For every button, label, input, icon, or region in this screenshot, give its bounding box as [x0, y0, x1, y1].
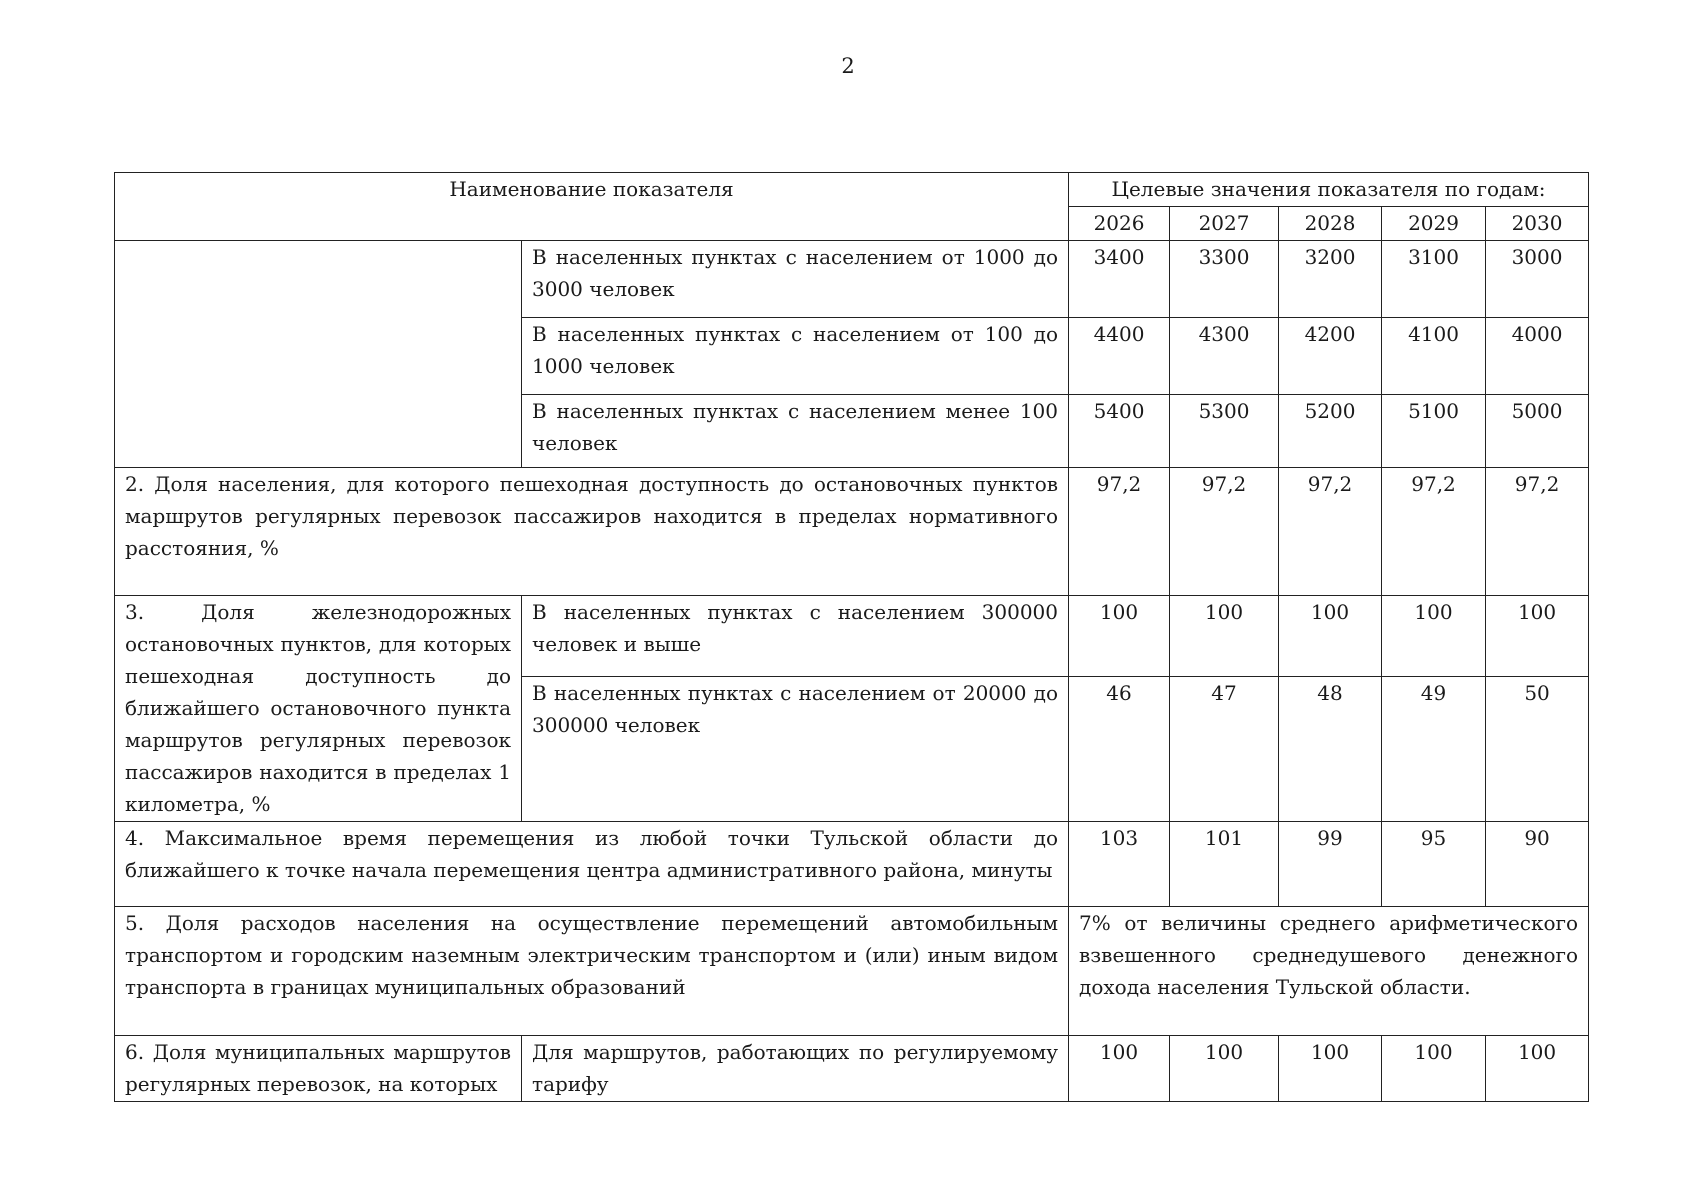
indicator-cell: 3. Доля железнодорожных остановочных пунктов, для которых пешеходная доступность до ближайшего остановочного пункта маршрутов регулярных перевозок пассажиров находится в пределах 1 километра, %: [115, 596, 522, 822]
header-year: 2029: [1382, 207, 1486, 241]
value-cell: 100: [1279, 596, 1382, 677]
table-row: [115, 822, 1589, 907]
value-cell: 103: [1069, 822, 1170, 907]
subcategory-cell: В населенных пунктах с населением от 20000 до 300000 человек: [522, 677, 1069, 822]
value-cell: 49: [1382, 677, 1486, 822]
indicator-cell: 2. Доля населения, для которого пешеходная доступность до остановочных пунктов маршрутов регулярных перевозок пассажиров находится в пределах нормативного расстояния, %: [115, 468, 1069, 596]
indicator-cell: 5. Доля расходов населения на осуществление перемещений автомобильным транспортом и городским наземным электрическим транспортом и (или) иным видом транспорта в границах муниципальных образований: [115, 907, 1069, 1036]
value-cell: 47: [1170, 677, 1279, 822]
value-cell: 97,2: [1279, 468, 1382, 596]
table-row: [115, 596, 1589, 677]
value-cell: 5100: [1382, 395, 1486, 468]
value-cell: 3000: [1486, 241, 1589, 318]
value-cell: 3400: [1069, 241, 1170, 318]
header-year: 2027: [1170, 207, 1279, 241]
value-cell: 4100: [1382, 318, 1486, 395]
value-cell: 4000: [1486, 318, 1589, 395]
value-cell: 5400: [1069, 395, 1170, 468]
value-cell: 100: [1069, 1036, 1170, 1102]
value-cell: 100: [1170, 1036, 1279, 1102]
header-target-values: Целевые значения показателя по годам:: [1069, 173, 1589, 207]
subcategory-cell: В населенных пунктах с населением от 1000 до 3000 человек: [522, 241, 1069, 318]
value-cell: 100: [1382, 596, 1486, 677]
value-cell: 97,2: [1069, 468, 1170, 596]
indicator-cell-empty: [115, 241, 522, 468]
value-cell: 5300: [1170, 395, 1279, 468]
table-row: [115, 1036, 1589, 1102]
subcategory-cell: В населенных пунктах с населением 300000 человек и выше: [522, 596, 1069, 677]
value-cell: 100: [1486, 1036, 1589, 1102]
value-cell: 3100: [1382, 241, 1486, 318]
value-cell: 100: [1486, 596, 1589, 677]
value-cell: 97,2: [1486, 468, 1589, 596]
indicator-cell: 4. Максимальное время перемещения из любой точки Тульской области до ближайшего к точке начала перемещения центра административного района, минуты: [115, 822, 1069, 907]
table-row: [115, 907, 1589, 1036]
header-indicator-name: Наименование показателя: [115, 173, 1069, 241]
table-row: [115, 468, 1589, 596]
value-cell: 5000: [1486, 395, 1589, 468]
header-year: 2028: [1279, 207, 1382, 241]
indicators-table: [114, 172, 1589, 1102]
value-cell: 101: [1170, 822, 1279, 907]
value-cell: 3200: [1279, 241, 1382, 318]
indicator-cell: 6. Доля муниципальных маршрутов регулярных перевозок, на которых: [115, 1036, 522, 1102]
value-cell: 46: [1069, 677, 1170, 822]
value-cell: 4200: [1279, 318, 1382, 395]
header-row: [115, 173, 1589, 207]
value-cell: 4400: [1069, 318, 1170, 395]
value-cell: 100: [1382, 1036, 1486, 1102]
value-cell: 3300: [1170, 241, 1279, 318]
target-note-cell: 7% от величины среднего арифметического взвешенного среднедушевого денежного дохода населения Тульской области.: [1069, 907, 1589, 1036]
header-year: 2026: [1069, 207, 1170, 241]
table-row: [115, 241, 1589, 318]
value-cell: 5200: [1279, 395, 1382, 468]
page-number: 2: [841, 54, 855, 78]
value-cell: 97,2: [1170, 468, 1279, 596]
value-cell: 90: [1486, 822, 1589, 907]
value-cell: 99: [1279, 822, 1382, 907]
subcategory-cell: Для маршрутов, работающих по регулируемому тарифу: [522, 1036, 1069, 1102]
value-cell: 4300: [1170, 318, 1279, 395]
value-cell: 48: [1279, 677, 1382, 822]
value-cell: 50: [1486, 677, 1589, 822]
subcategory-cell: В населенных пунктах с населением менее 100 человек: [522, 395, 1069, 468]
header-year: 2030: [1486, 207, 1589, 241]
value-cell: 100: [1279, 1036, 1382, 1102]
value-cell: 95: [1382, 822, 1486, 907]
value-cell: 97,2: [1382, 468, 1486, 596]
value-cell: 100: [1170, 596, 1279, 677]
value-cell: 100: [1069, 596, 1170, 677]
subcategory-cell: В населенных пунктах с населением от 100 до 1000 человек: [522, 318, 1069, 395]
